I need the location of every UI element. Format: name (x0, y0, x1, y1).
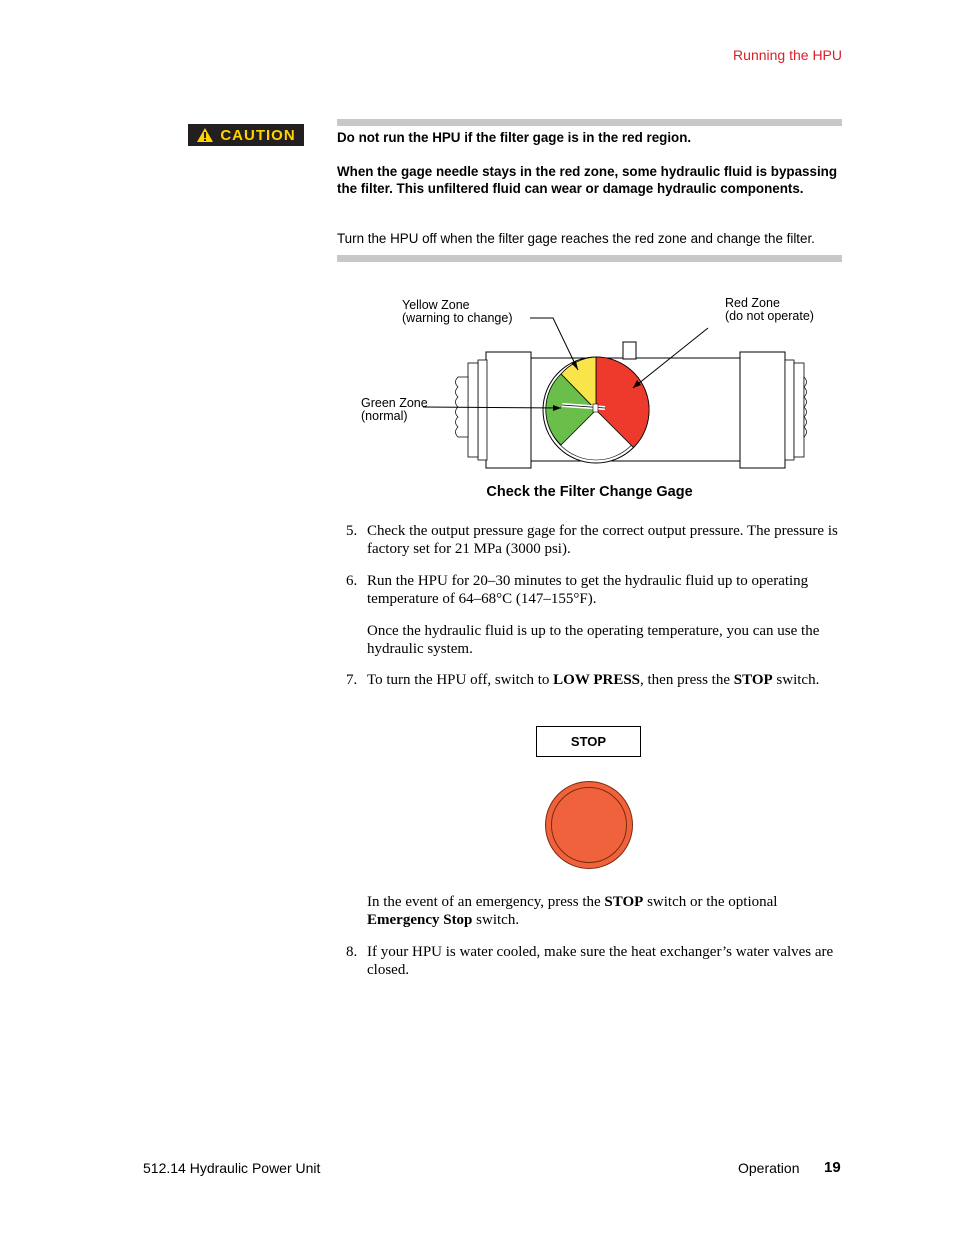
caution-badge (188, 124, 304, 146)
step-text (367, 671, 846, 689)
emergency-stop-term: Emergency Stop (367, 912, 473, 928)
text-run: switch or the optional (643, 894, 778, 910)
yellow-zone-label: Yellow Zone (warning to change) (402, 298, 513, 325)
step-number: 5. (346, 523, 358, 539)
caution-line-1: Do not run the HPU if the filter gage is in the red region. (337, 130, 692, 145)
step-6 (346, 572, 846, 608)
text-run: switch. (472, 912, 520, 928)
step-7 (346, 671, 846, 689)
text-run: switch. (772, 672, 820, 688)
footer-doc-title: 512.14 Hydraulic Power Unit (143, 1160, 321, 1176)
step-text: Run the HPU for 20–30 minutes to get the hydraulic fluid up to operating temperature of 64–68°C (147–155°F). (367, 573, 809, 607)
stop-button-ring (551, 787, 627, 863)
step-number: 6. (346, 573, 358, 589)
red-zone-label: Red Zone (do not operate) (725, 296, 814, 323)
green-zone-label: Green Zone (normal) (361, 396, 428, 423)
caution-label: CAUTION (220, 126, 296, 144)
stop-term: STOP (604, 894, 644, 910)
caution-bottom-rule (337, 255, 842, 262)
running-header: Running the HPU (733, 47, 842, 63)
step-text: If your HPU is water cooled, make sure the heat exchanger’s water valves are closed. (367, 944, 834, 978)
stop-switch-label: STOP (536, 726, 641, 757)
footer-section: Operation (738, 1160, 800, 1176)
step-number: 8. (346, 944, 358, 960)
filter-gage-diagram (350, 290, 850, 475)
caution-line-2: When the gage needle stays in the red zone, some hydraulic fluid is bypassing the filter. This unfiltered fluid can wear or damage hydraulic components. (337, 164, 838, 196)
step-8 (346, 943, 846, 979)
stop-term: STOP (733, 672, 773, 688)
step-text: Check the output pressure gage for the correct output pressure. The pressure is factory set for 21 MPa (3000 psi). (367, 523, 838, 557)
step-6-note: Once the hydraulic fluid is up to the operating temperature, you can use the hydraulic system. (367, 623, 820, 657)
text-run: , then press the (640, 672, 734, 688)
caution-top-rule (337, 119, 842, 126)
figure-caption: Check the Filter Change Gage (486, 484, 693, 500)
text-run: In the event of an emergency, press the (367, 894, 605, 910)
warning-icon (196, 127, 214, 143)
step-number: 7. (346, 672, 358, 688)
page-number: 19 (824, 1159, 841, 1176)
text-run: To turn the HPU off, switch to (367, 672, 554, 688)
step-5 (346, 522, 846, 558)
caution-line-3: Turn the HPU off when the filter gage reaches the red zone and change the filter. (337, 231, 815, 246)
emergency-note (367, 893, 847, 929)
low-press-term: LOW PRESS (553, 672, 641, 688)
